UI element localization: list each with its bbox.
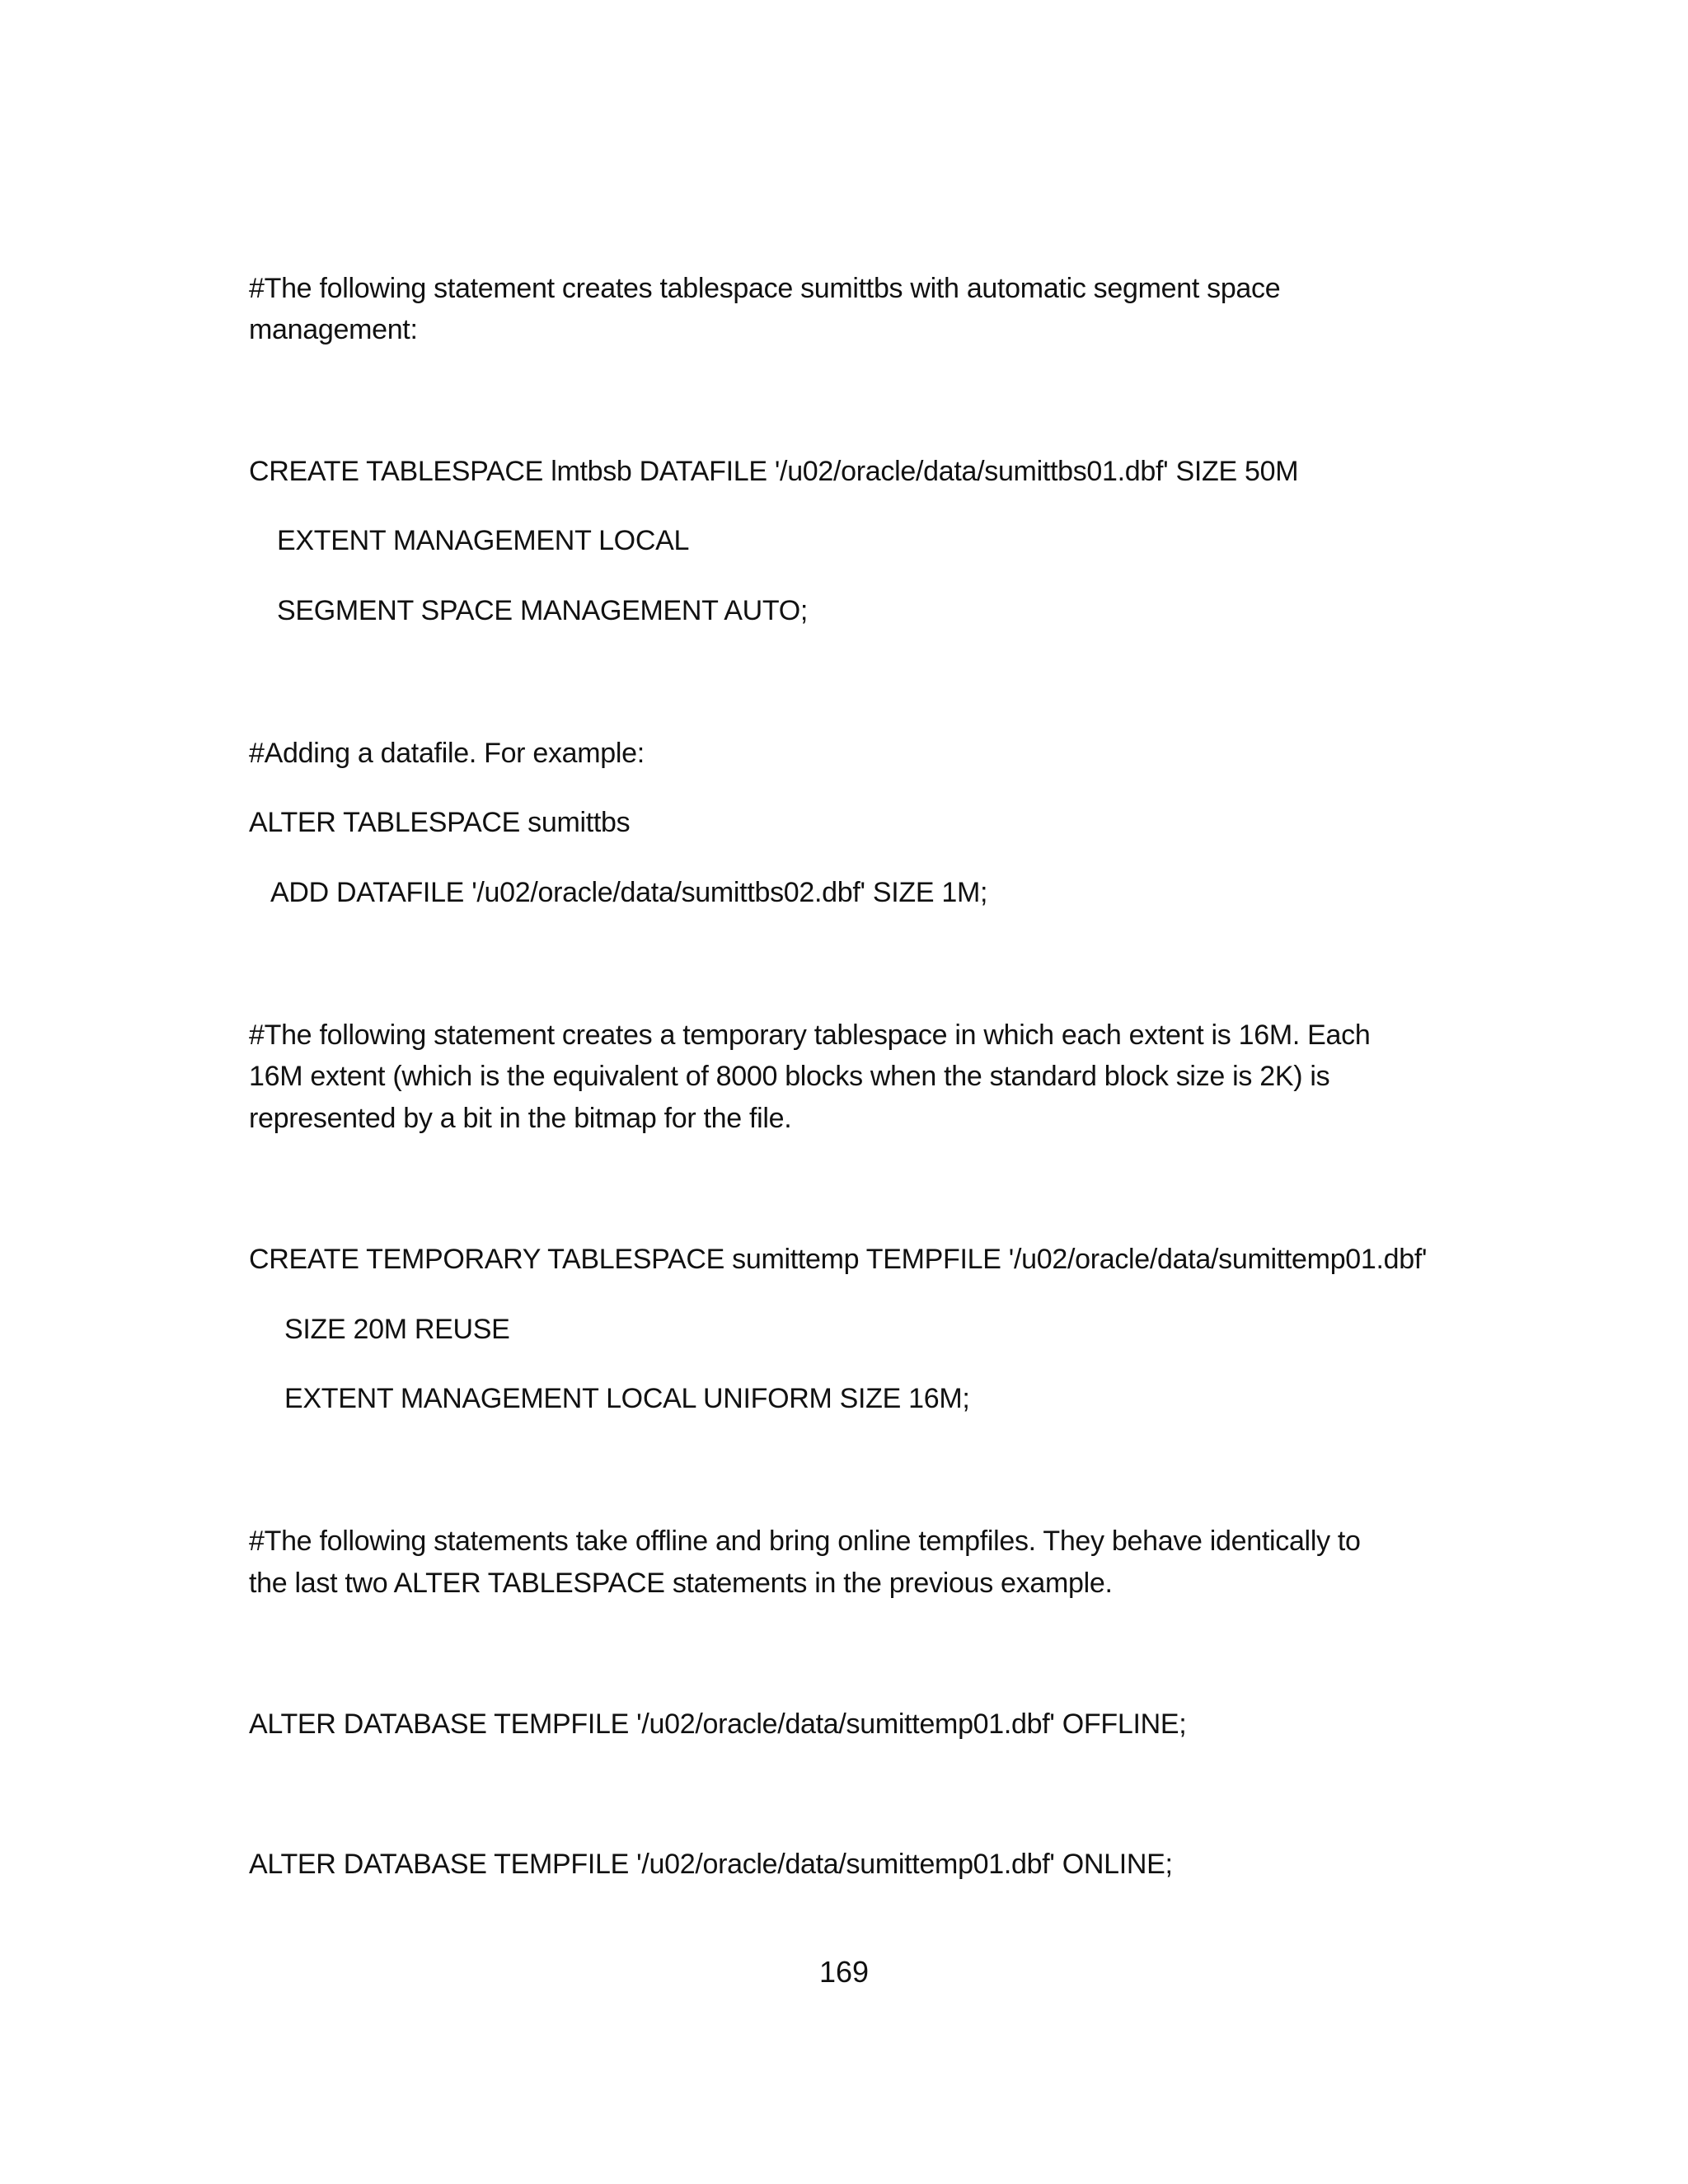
page-number: 169: [818, 1955, 870, 1989]
paragraph-line: #The following statement creates tablespace sumittbs with automatic segment space: [249, 273, 1281, 304]
code-line: SEGMENT SPACE MANAGEMENT AUTO;: [277, 595, 809, 626]
paragraph-line: represented by a bit in the bitmap for the file.: [249, 1103, 792, 1134]
paragraph-line: management:: [249, 314, 418, 345]
paragraph-line: #The following statement creates a temporary tablespace in which each extent is 16M. Each: [249, 1019, 1371, 1051]
code-line: ALTER DATABASE TEMPFILE '/u02/oracle/data/sumittemp01.dbf' OFFLINE;: [249, 1708, 1187, 1740]
paragraph-line: #The following statements take offline and bring online tempfiles. They behave identically to: [249, 1526, 1361, 1557]
paragraph-line: 16M extent (which is the equivalent of 8000 blocks when the standard block size is 2K) is: [249, 1061, 1330, 1092]
code-line: SIZE 20M REUSE: [284, 1314, 510, 1345]
code-line: ALTER TABLESPACE sumittbs: [249, 807, 631, 838]
paragraph-line: #Adding a datafile. For example:: [249, 738, 645, 769]
code-line: CREATE TEMPORARY TABLESPACE sumittemp TEMPFILE '/u02/oracle/data/sumittemp01.dbf': [249, 1244, 1428, 1275]
code-line: EXTENT MANAGEMENT LOCAL: [277, 525, 690, 556]
code-line: EXTENT MANAGEMENT LOCAL UNIFORM SIZE 16M;: [284, 1383, 970, 1414]
code-line: ALTER DATABASE TEMPFILE '/u02/oracle/data/sumittemp01.dbf' ONLINE;: [249, 1849, 1173, 1880]
code-line: ADD DATAFILE '/u02/oracle/data/sumittbs02.dbf' SIZE 1M;: [270, 877, 988, 908]
paragraph-line: the last two ALTER TABLESPACE statements in the previous example.: [249, 1568, 1113, 1599]
code-line: CREATE TABLESPACE lmtbsb DATAFILE '/u02/oracle/data/sumittbs01.dbf' SIZE 50M: [249, 456, 1299, 487]
